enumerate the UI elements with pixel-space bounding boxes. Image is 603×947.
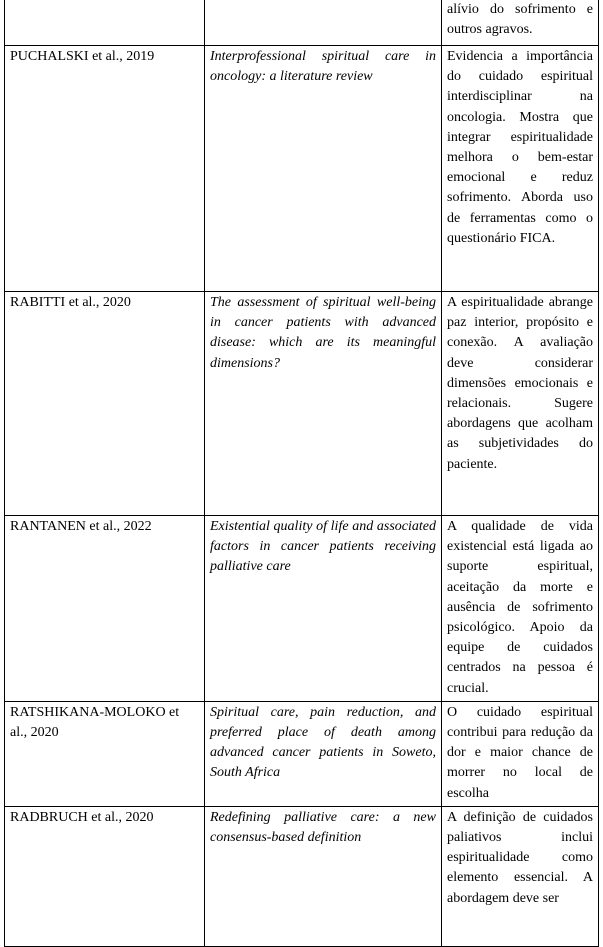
table-row: [5, 516, 599, 702]
summary-cell: alívio do sofrimento e outros agravos.: [442, 0, 599, 46]
title-cell: The assessment of spiritual well-being in cancer patients with advanced disease: which are its meaningful dimensions?: [205, 292, 442, 516]
author-cell: RADBRUCH et al., 2020: [5, 806, 205, 946]
author-cell: RABITTI et al., 2020: [5, 292, 205, 516]
table-row: [5, 806, 599, 946]
summary-cell: A qualidade de vida existencial está ligada ao suporte espiritual, aceitação da morte e ausência de sofrimento psicológico. Apoio da equipe de cuidados centrados na pessoa é crucial.: [442, 516, 599, 702]
title-cell: [205, 0, 442, 46]
author-cell: PUCHALSKI et al., 2019: [5, 46, 205, 292]
author-cell: [5, 0, 205, 46]
table-row: [5, 701, 599, 806]
table-row: [5, 0, 599, 46]
author-cell: RATSHIKANA-MOLOKO et al., 2020: [5, 701, 205, 806]
literature-table: [4, 0, 599, 947]
summary-cell: Evidencia a importância do cuidado espiritual interdisciplinar na oncologia. Mostra que integrar espiritualidade melhora o bem-estar emocional e reduz sofrimento. Aborda uso de ferramentas como o questionário FICA.: [442, 46, 599, 292]
author-cell: RANTANEN et al., 2022: [5, 516, 205, 702]
title-cell: Spiritual care, pain reduction, and preferred place of death among advanced cancer patients in Soweto, South Africa: [205, 701, 442, 806]
summary-cell: A definição de cuidados paliativos inclui espiritualidade como elemento essencial. A abordagem deve ser: [442, 806, 599, 946]
summary-cell: O cuidado espiritual contribui para redução da dor e maior chance de morrer no local de escolha: [442, 701, 599, 806]
table-row: [5, 46, 599, 292]
table-row: [5, 292, 599, 516]
title-cell: Existential quality of life and associated factors in cancer patients receiving palliative care: [205, 516, 442, 702]
title-cell: Redefining palliative care: a new consensus-based definition: [205, 806, 442, 946]
summary-cell: A espiritualidade abrange paz interior, propósito e conexão. A avaliação deve considerar dimensões emocionais e relacionais. Sugere abordagens que acolham as subjetividades do paciente.: [442, 292, 599, 516]
title-cell: Interprofessional spiritual care in oncology: a literature review: [205, 46, 442, 292]
